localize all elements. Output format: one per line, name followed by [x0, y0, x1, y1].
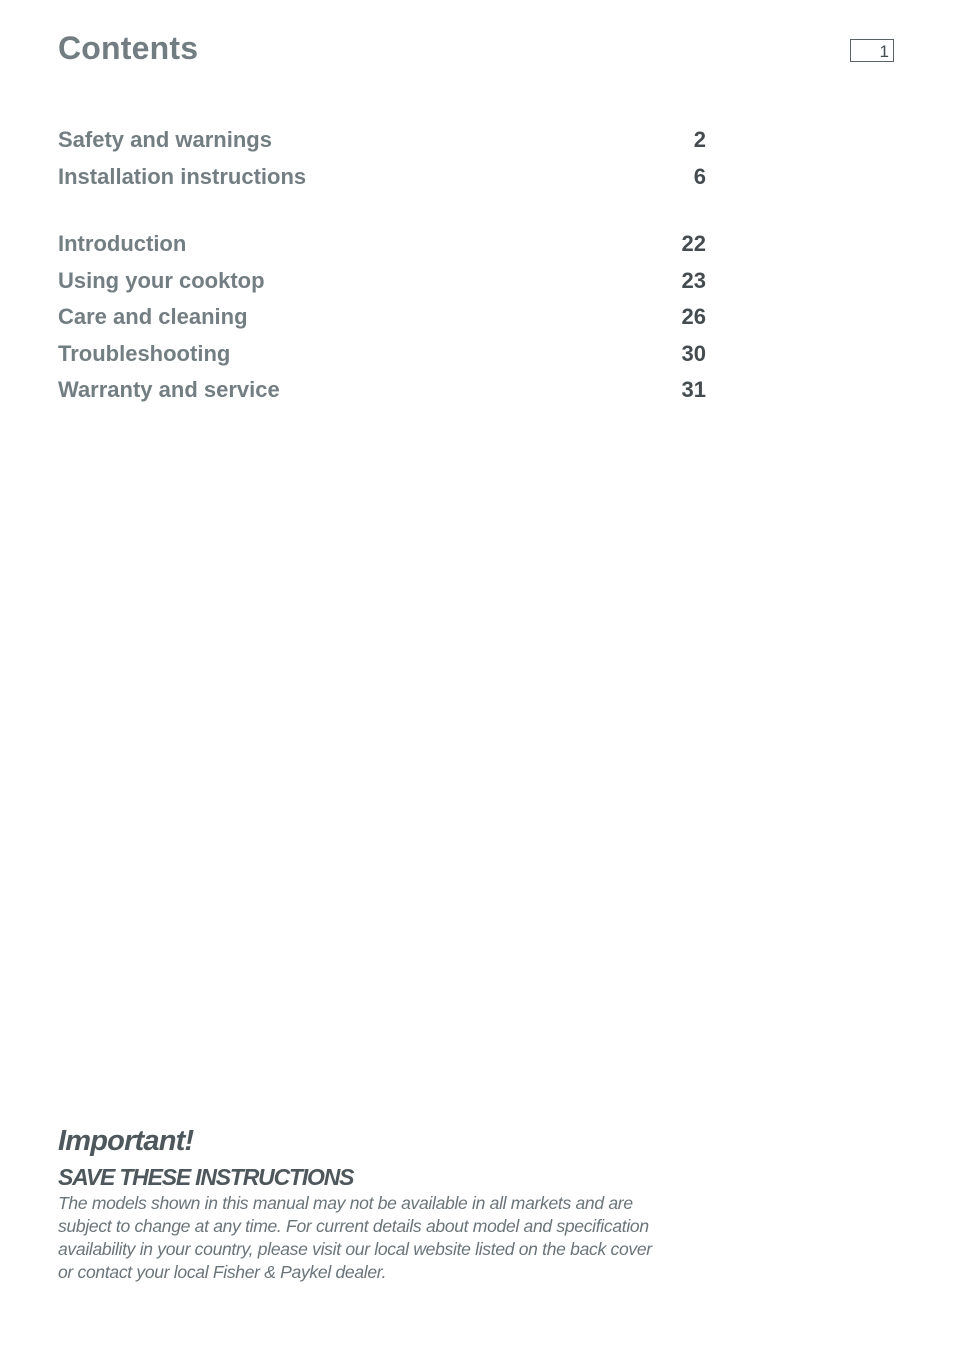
toc-entry-page: 2	[693, 127, 706, 152]
toc-group-installation	[58, 122, 708, 195]
toc-entry-safety[interactable]	[58, 122, 708, 159]
toc-entry-installation[interactable]	[58, 159, 708, 196]
toc-entry-page: 30	[681, 340, 706, 366]
toc-group-user-guide	[58, 226, 708, 409]
important-body-line: The models shown in this manual may not be available in all markets and are	[58, 1193, 633, 1213]
toc-entry-page: 31	[681, 377, 706, 402]
toc-entry-page: 22	[681, 231, 706, 256]
toc-entry-label: Troubleshooting	[58, 340, 231, 366]
toc-entry-page: 23	[681, 267, 706, 293]
page-number: 1	[850, 39, 894, 62]
toc-entry-troubleshooting[interactable]	[58, 336, 708, 373]
important-heading: Important!	[58, 1125, 194, 1157]
toc-entry-label: Introduction	[58, 231, 187, 256]
important-body-line: subject to change at any time. For current details about model and specification	[58, 1216, 649, 1236]
important-notice	[58, 1122, 708, 1284]
important-subheading: SAVE THESE INSTRUCTIONS	[58, 1164, 354, 1190]
toc-entry-label: Care and cleaning	[58, 304, 248, 329]
toc-entry-page: 6	[693, 163, 706, 189]
toc-entry-introduction[interactable]	[58, 226, 708, 263]
toc-entry-label: Using your cooktop	[58, 267, 265, 293]
important-body-line: availability in your country, please visit our local website listed on the back cover	[58, 1239, 652, 1259]
table-of-contents	[58, 122, 708, 409]
toc-entry-label: Installation instructions	[58, 163, 307, 189]
important-body	[58, 1192, 708, 1284]
toc-entry-care-cleaning[interactable]	[58, 299, 708, 336]
page-title: Contents	[58, 30, 199, 66]
toc-entry-page: 26	[681, 304, 706, 329]
toc-entry-using-cooktop[interactable]	[58, 263, 708, 300]
toc-entry-label: Warranty and service	[58, 377, 280, 402]
toc-entry-warranty[interactable]	[58, 372, 708, 409]
important-body-line: or contact your local Fisher & Paykel dealer.	[58, 1262, 387, 1282]
toc-entry-label: Safety and warnings	[58, 127, 272, 152]
